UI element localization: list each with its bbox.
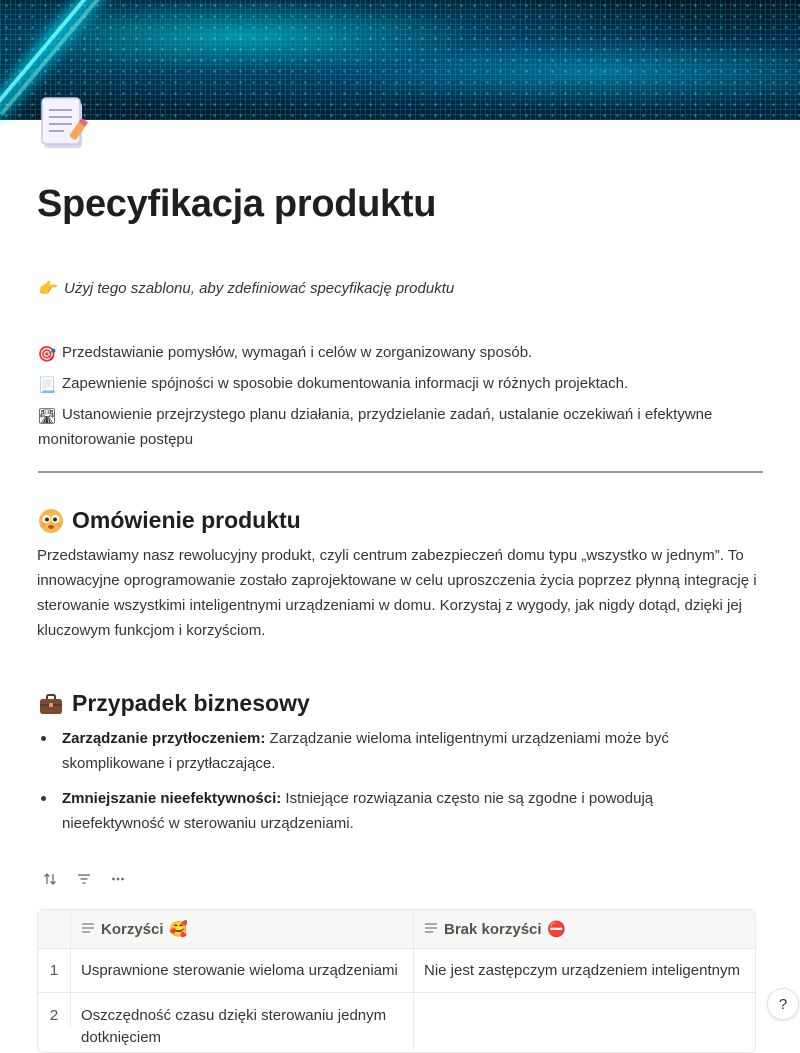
table-header-row xyxy=(38,910,755,948)
business-case-heading-text: Przypadek biznesowy xyxy=(72,690,310,716)
divider xyxy=(38,471,763,473)
pointing-hand-icon: 👉 xyxy=(37,279,57,297)
target-icon: 🎯 xyxy=(37,346,57,363)
template-tip xyxy=(38,279,454,297)
bullet-dot xyxy=(41,736,46,741)
road-icon: 🛣 xyxy=(37,408,57,425)
column-header-drawbacks[interactable] xyxy=(414,910,755,948)
goal-text: Ustanowienie przejrzystego planu działania, przydzielanie zadań, ustalanie oczekiwań i efektywne monitorowanie postępu xyxy=(38,406,713,448)
table-cell-benefit[interactable]: Usprawnione sterowanie wieloma urządzeniami xyxy=(71,949,414,992)
text-property-icon xyxy=(81,921,95,938)
template-tip-text: Użyj tego szablonu, aby zdefiniować specyfikację produktu xyxy=(64,279,455,297)
goal-line xyxy=(38,402,758,452)
cover-dots-pattern xyxy=(0,0,800,120)
column-header-benefits[interactable] xyxy=(71,910,414,948)
face-icon xyxy=(38,508,64,534)
row-number: 2 xyxy=(38,993,71,1027)
table-cell-drawback[interactable]: Nie jest zastępczym urządzeniem inteligentnym xyxy=(424,962,740,979)
list-item-text: Istniejące rozwiązania często nie są zgodne i powodują nieefektywność w sterowaniu urządzeniami. xyxy=(62,790,654,832)
bullet-dot xyxy=(41,796,46,801)
page-cover-image[interactable] xyxy=(0,0,800,120)
goal-text: Przedstawianie pomysłów, wymagań i celów w zorganizowany sposób. xyxy=(62,344,533,361)
sort-icon[interactable] xyxy=(40,869,60,889)
list-item xyxy=(38,726,758,776)
goal-text: Zapewnienie spójności w sposobie dokumentowania informacji w różnych projektach. xyxy=(62,375,629,392)
overview-heading-text: Omówienie produktu xyxy=(72,507,301,533)
list-item-bold: Zmniejszanie nieefektywności: xyxy=(62,790,282,807)
no-entry-icon: ⛔ xyxy=(547,920,566,938)
paper-icon: 📃 xyxy=(37,377,57,394)
help-button[interactable]: ? xyxy=(767,988,799,1020)
goal-line xyxy=(38,371,758,396)
business-case-list xyxy=(38,726,758,846)
document-with-pen-icon[interactable] xyxy=(40,96,92,152)
row-number-header xyxy=(38,910,71,948)
table-cell-drawback[interactable] xyxy=(414,993,755,1005)
list-item-text: Zarządzanie wieloma inteligentnymi urządzeniami może być skomplikowane i przytłaczające. xyxy=(62,730,669,772)
business-case-heading xyxy=(38,690,310,717)
briefcase-icon xyxy=(38,691,64,717)
table-row[interactable] xyxy=(38,948,755,992)
smiling-face-hearts-icon: 🥰 xyxy=(169,920,188,938)
list-item xyxy=(38,786,758,836)
row-number: 1 xyxy=(38,949,71,992)
benefits-table xyxy=(37,909,756,1053)
text-property-icon xyxy=(424,921,438,938)
filter-icon[interactable] xyxy=(74,869,94,889)
list-item-bold: Zarządzanie przytłoczeniem: xyxy=(62,730,266,747)
column-header-label: Korzyści xyxy=(101,920,164,938)
page-title[interactable]: Specyfikacja produktu xyxy=(37,183,437,225)
database-toolbar xyxy=(40,869,128,889)
more-options-icon[interactable] xyxy=(108,869,128,889)
overview-heading xyxy=(38,507,301,534)
table-row[interactable] xyxy=(38,992,755,1052)
column-header-label: Brak korzyści xyxy=(444,920,542,938)
overview-body: Przedstawiamy nasz rewolucyjny produkt, czyli centrum zabezpieczeń domu typu „wszystko w jednym”. To innowacyjne oprogramowanie zostało zaprojektowane w celu uproszczenia życia poprzez płynną integrację i sterowanie wszystkimi inteligentnymi urządzeniami w domu. Korzystaj z wygody, jak nigdy dotąd, dzięki jej kluczowym funkcjom i korzyściom. xyxy=(37,547,757,639)
goal-line xyxy=(38,340,758,365)
table-cell-benefit[interactable]: Oszczędność czasu dzięki sterowaniu jednym dotknięciem xyxy=(71,993,414,1049)
